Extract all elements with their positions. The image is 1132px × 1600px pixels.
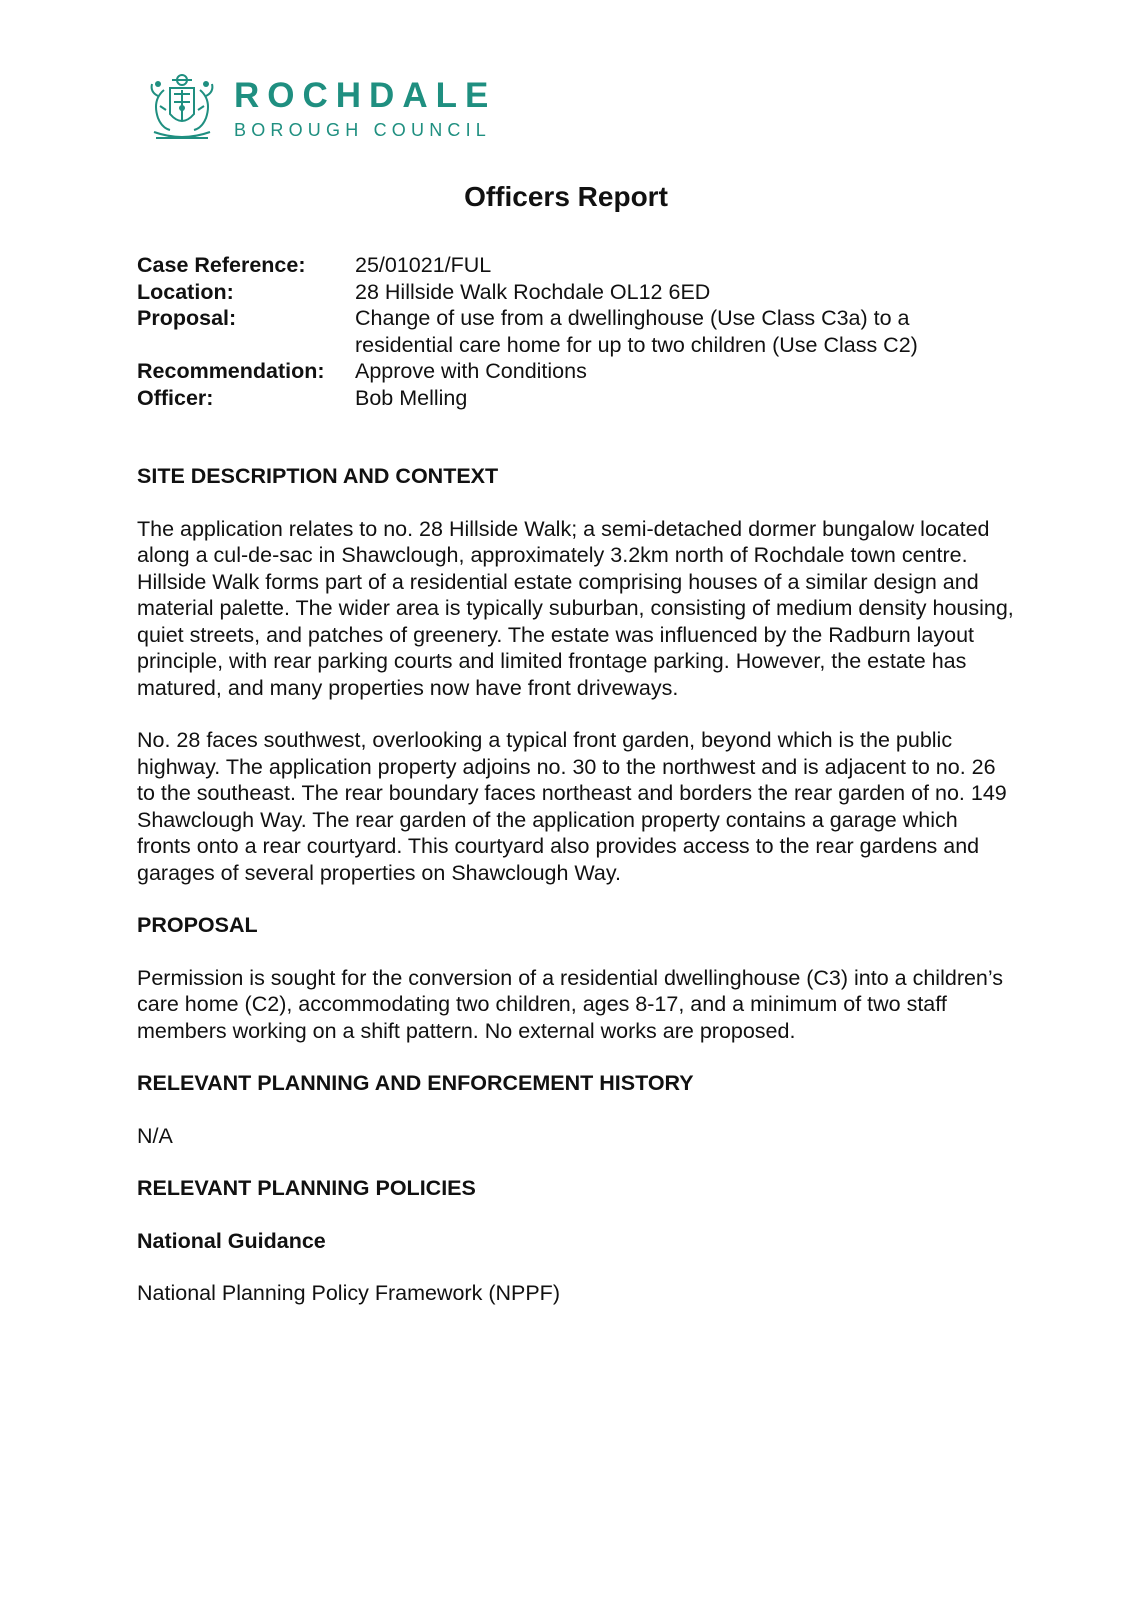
council-logo <box>144 70 496 146</box>
meta-label: Location: <box>137 279 234 304</box>
meta-label: Case Reference: <box>137 253 306 277</box>
meta-value: Change of use from a dwellinghouse (Use Class C3a) to a residential care home for up to two children (Use Class C2) <box>355 306 918 357</box>
logo-subtitle: BOROUGH COUNCIL <box>234 119 492 140</box>
section-heading-history: RELEVANT PLANNING AND ENFORCEMENT HISTORY <box>137 1071 694 1095</box>
recommendation-row <box>137 358 965 385</box>
section-heading-proposal: PROPOSAL <box>137 913 258 937</box>
case-details <box>137 252 965 411</box>
meta-value: 28 Hillside Walk Rochdale OL12 6ED <box>355 279 711 304</box>
national-guidance-paragraph: National Planning Policy Framework (NPPF) <box>137 1281 560 1305</box>
location-row <box>137 279 965 306</box>
logo-title: ROCHDALE <box>234 75 497 115</box>
meta-label: Recommendation: <box>137 359 325 383</box>
site-paragraph-2: No. 28 faces southwest, overlooking a typical front garden, beyond which is the public highway. The application property adjoins no. 30 to the northwest and is adjacent to no. 26 to the southeast. The rear boundary faces northeast and borders the rear garden of no. 149 Shawclough Way. The rear garden of the application property contains a garage which fronts onto a rear courtyard. This courtyard also provides access to the rear gardens and garages of several properties on Shawclough Way. <box>137 728 1007 885</box>
proposal-paragraph: Permission is sought for the conversion of a residential dwellinghouse (C3) into a children’s care home (C2), accommodating two children, ages 8-17, and a minimum of two staff members working on a shift pattern. No external works are proposed. <box>137 965 1004 1043</box>
proposal-row <box>137 305 965 358</box>
section-heading-site: SITE DESCRIPTION AND CONTEXT <box>137 464 499 488</box>
meta-value: Bob Melling <box>355 385 468 410</box>
meta-label: Officer: <box>137 385 214 410</box>
site-paragraph-1: The application relates to no. 28 Hillside Walk; a semi-detached dormer bungalow located along a cul-de-sac in Shawclough, approximately 3.2km north of Rochdale town centre. Hillside Walk forms part of a residential estate comprising houses of a similar design and material palette. The wider area is typically suburban, consisting of medium density housing, quiet streets, and patches of greenery. The estate was influenced by the Radburn layout principle, with rear parking courts and limited frontage parking. However, the estate has matured, and many properties now have front driveways. <box>137 516 1014 700</box>
report-body <box>137 463 1017 1333</box>
section-heading-policies: RELEVANT PLANNING POLICIES <box>137 1176 476 1200</box>
coat-of-arms-icon <box>144 70 220 146</box>
history-paragraph: N/A <box>137 1123 173 1148</box>
meta-label: Proposal: <box>137 306 237 330</box>
meta-value: Approve with Conditions <box>355 359 587 383</box>
case-reference-row <box>137 252 965 279</box>
subheading-national-guidance: National Guidance <box>137 1228 326 1253</box>
page-title: Officers Report <box>464 181 668 212</box>
meta-value: 25/01021/FUL <box>355 253 492 277</box>
officer-row <box>137 385 965 412</box>
